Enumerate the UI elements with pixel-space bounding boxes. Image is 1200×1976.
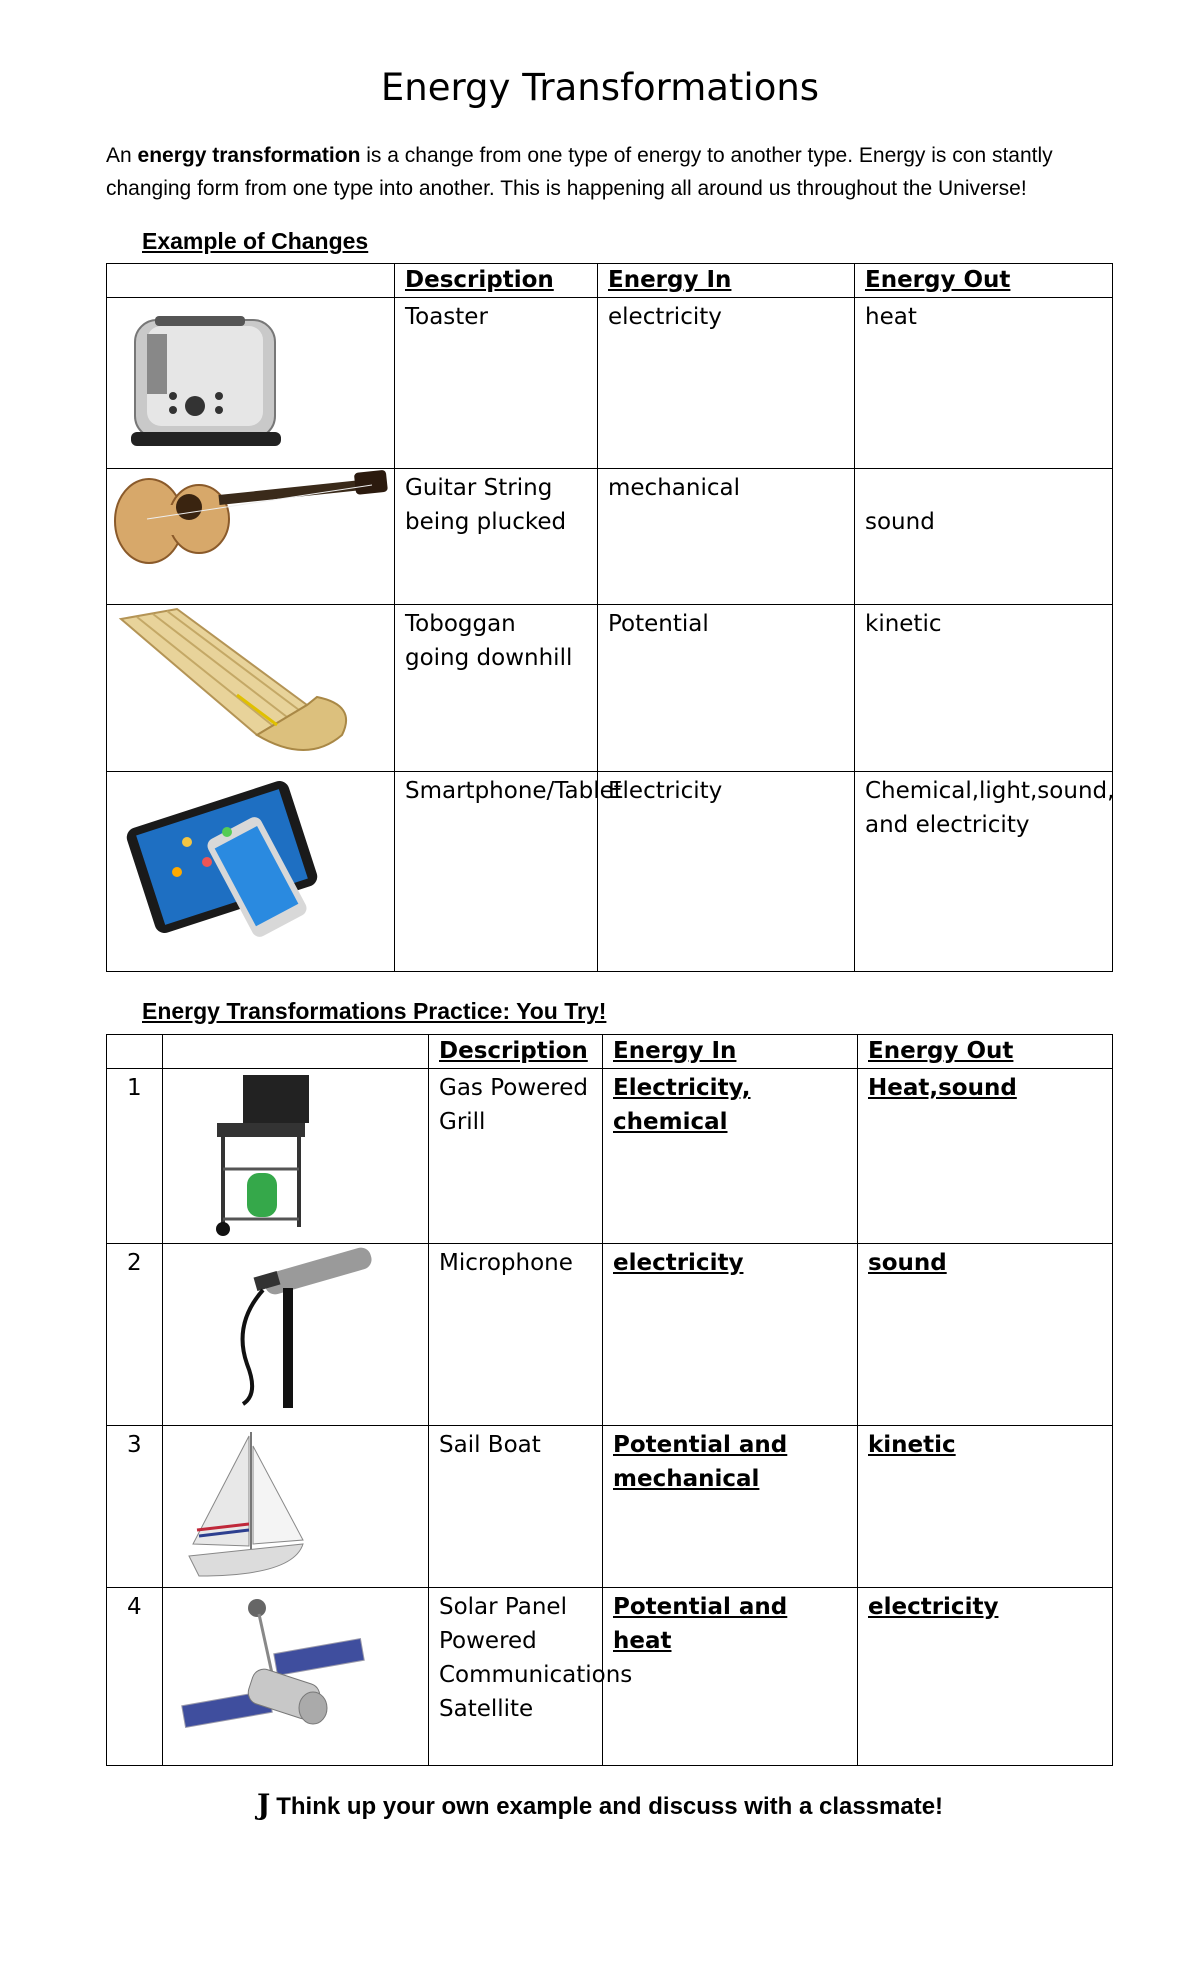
examples-table [106,263,1113,972]
toboggan-image [107,605,395,772]
description-cell: Toboggan going downhill [395,605,598,772]
microphone-cell [163,1244,429,1426]
table-row [107,772,1113,972]
practice-header-row [107,1035,1113,1069]
intro-paragraph [106,139,1106,205]
smartphone-tablet-cell [107,772,395,972]
examples-heading: Example of Changes [142,228,369,254]
energy-in-cell: Potential and heat [603,1588,858,1766]
sailboat-cell [163,1426,429,1588]
energy-out-header: Energy Out [858,1035,1113,1069]
practice-table [106,1034,1113,1766]
energy-in-cell: mechanical [598,469,855,605]
gas-grill-image [163,1069,429,1244]
footer-prompt [0,1788,1200,1821]
table-row [107,605,1113,772]
description-header: Description [395,264,598,298]
table-row [107,469,1113,605]
description-cell: Solar Panel Powered Communications Satellite [429,1588,603,1766]
intro-line2: changing form from one type into another. This is happening all around us throughout the Universe! [106,177,1027,200]
table-row [107,1244,1113,1426]
sailboat-image [163,1426,429,1588]
row-number: 1 [107,1069,163,1244]
footer-text: Think up your own example and discuss with a classmate! [276,1793,944,1820]
energy-out-cell: kinetic [855,605,1113,772]
energy-out-header: Energy Out [855,264,1113,298]
table-row [107,1069,1113,1244]
smartphone-tablet-image [107,772,395,972]
energy-in-cell: Electricity [598,772,855,972]
guitar-cell [107,469,395,605]
row-number: 4 [107,1588,163,1766]
number-header [107,1035,163,1069]
energy-out-cell: sound [858,1244,1113,1426]
description-cell: Microphone [429,1244,603,1426]
energy-out-cell: sound [855,469,1113,605]
energy-out-cell: Chemical,light,sound, and electricity [855,772,1113,972]
energy-in-header: Energy In [598,264,855,298]
intro-term: energy transformation [137,144,361,167]
energy-in-cell: electricity [603,1244,858,1426]
energy-in-cell: Potential [598,605,855,772]
satellite-cell [163,1588,429,1766]
table-row [107,298,1113,469]
toboggan-cell [107,605,395,772]
energy-in-cell: Electricity, chemical [603,1069,858,1244]
practice-heading: Energy Transformations Practice: You Try! [142,998,607,1024]
description-cell: Gas Powered Grill [429,1069,603,1244]
description-cell: Guitar String being plucked [395,469,598,605]
intro-prefix: An [106,144,138,167]
image-header [163,1035,429,1069]
table-row [107,1426,1113,1588]
energy-out-cell: heat [855,298,1113,469]
intro-line1: is a change from one type of energy to another type. Energy is con stantly [360,144,1053,167]
table-row [107,1588,1113,1766]
energy-in-header: Energy In [603,1035,858,1069]
row-number: 2 [107,1244,163,1426]
image-header [107,264,395,298]
toaster-cell [107,298,395,469]
row-number: 3 [107,1426,163,1588]
energy-in-cell: Potential and mechanical [603,1426,858,1588]
examples-header-row [107,264,1113,298]
energy-in-cell: electricity [598,298,855,469]
description-cell: Toaster [395,298,598,469]
gas-grill-cell [163,1069,429,1244]
energy-out-cell: Heat,sound [858,1069,1113,1244]
description-header: Description [429,1035,603,1069]
description-cell: Smartphone/Tablet [395,772,598,972]
page-title: Energy Transformations [380,66,820,109]
satellite-image [163,1588,429,1766]
energy-out-cell: kinetic [858,1426,1113,1588]
microphone-image [163,1244,429,1426]
guitar-image [107,469,395,605]
smiley-icon: J [256,1788,271,1821]
description-cell: Sail Boat [429,1426,603,1588]
toaster-image [107,298,395,469]
energy-out-cell: electricity [858,1588,1113,1766]
